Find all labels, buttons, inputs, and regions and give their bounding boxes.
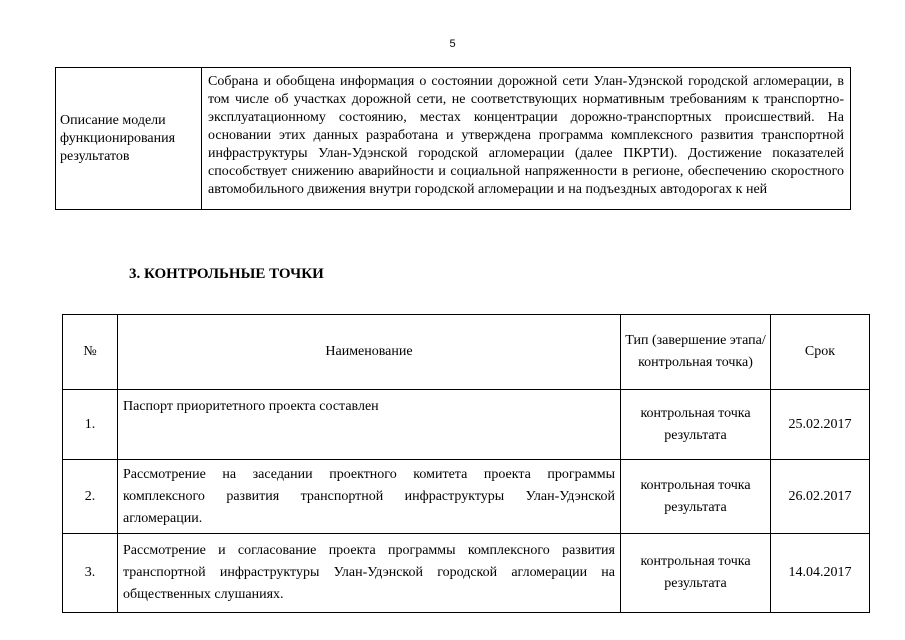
section-title: 3. КОНТРОЛЬНЫЕ ТОЧКИ: [129, 266, 324, 282]
header-type: Тип (завершение этапа/контрольная точка): [621, 315, 771, 390]
row-name: Паспорт приоритетного проекта составлен: [118, 390, 621, 460]
row-num: 1.: [63, 390, 118, 460]
header-num: №: [63, 315, 118, 390]
row-type: контрольная точка результата: [621, 534, 771, 613]
table-row: [56, 68, 851, 210]
checkpoints-table: [62, 314, 870, 613]
description-label: Описание модели функционирования результатов: [56, 68, 202, 210]
page-number: 5: [449, 38, 456, 50]
row-date: 26.02.2017: [771, 460, 870, 534]
row-num: 3.: [63, 534, 118, 613]
row-num: 2.: [63, 460, 118, 534]
table-row: [63, 390, 870, 460]
table-row: [63, 460, 870, 534]
header-name: Наименование: [118, 315, 621, 390]
result-description-table: [55, 67, 851, 210]
table-header-row: [63, 315, 870, 390]
table-row: [63, 534, 870, 613]
row-type: контрольная точка результата: [621, 460, 771, 534]
row-name: Рассмотрение на заседании проектного комитета проекта программы комплексного развития транспортной инфраструктуры Улан-Удэнской агломерации.: [118, 460, 621, 534]
row-type: контрольная точка результата: [621, 390, 771, 460]
description-text: Собрана и обобщена информация о состоянии дорожной сети Улан-Удэнской городской агломерации, в том числе об участках дорожной сети, не соответствующих нормативным требованиям к транспортно-эксплуатационному состоянию, местах концентрации дорожно-транспортных происшествий. На основании этих данных разработана и утверждена программа комплексного развития транспортной инфраструктуры Улан-Удэнской городской агломерации (далее ПКРТИ). Достижение показателей способствует снижению аварийности и социальной напряженности в регионе, обеспечению скоростного автомобильного движения внутри городской агломерации и на подъездных автодорогах к ней: [202, 68, 851, 210]
row-date: 14.04.2017: [771, 534, 870, 613]
row-name: Рассмотрение и согласование проекта программы комплексного развития транспортной инфраструктуры Улан-Удэнской городской агломерации на общественных слушаниях.: [118, 534, 621, 613]
row-date: 25.02.2017: [771, 390, 870, 460]
header-date: Срок: [771, 315, 870, 390]
